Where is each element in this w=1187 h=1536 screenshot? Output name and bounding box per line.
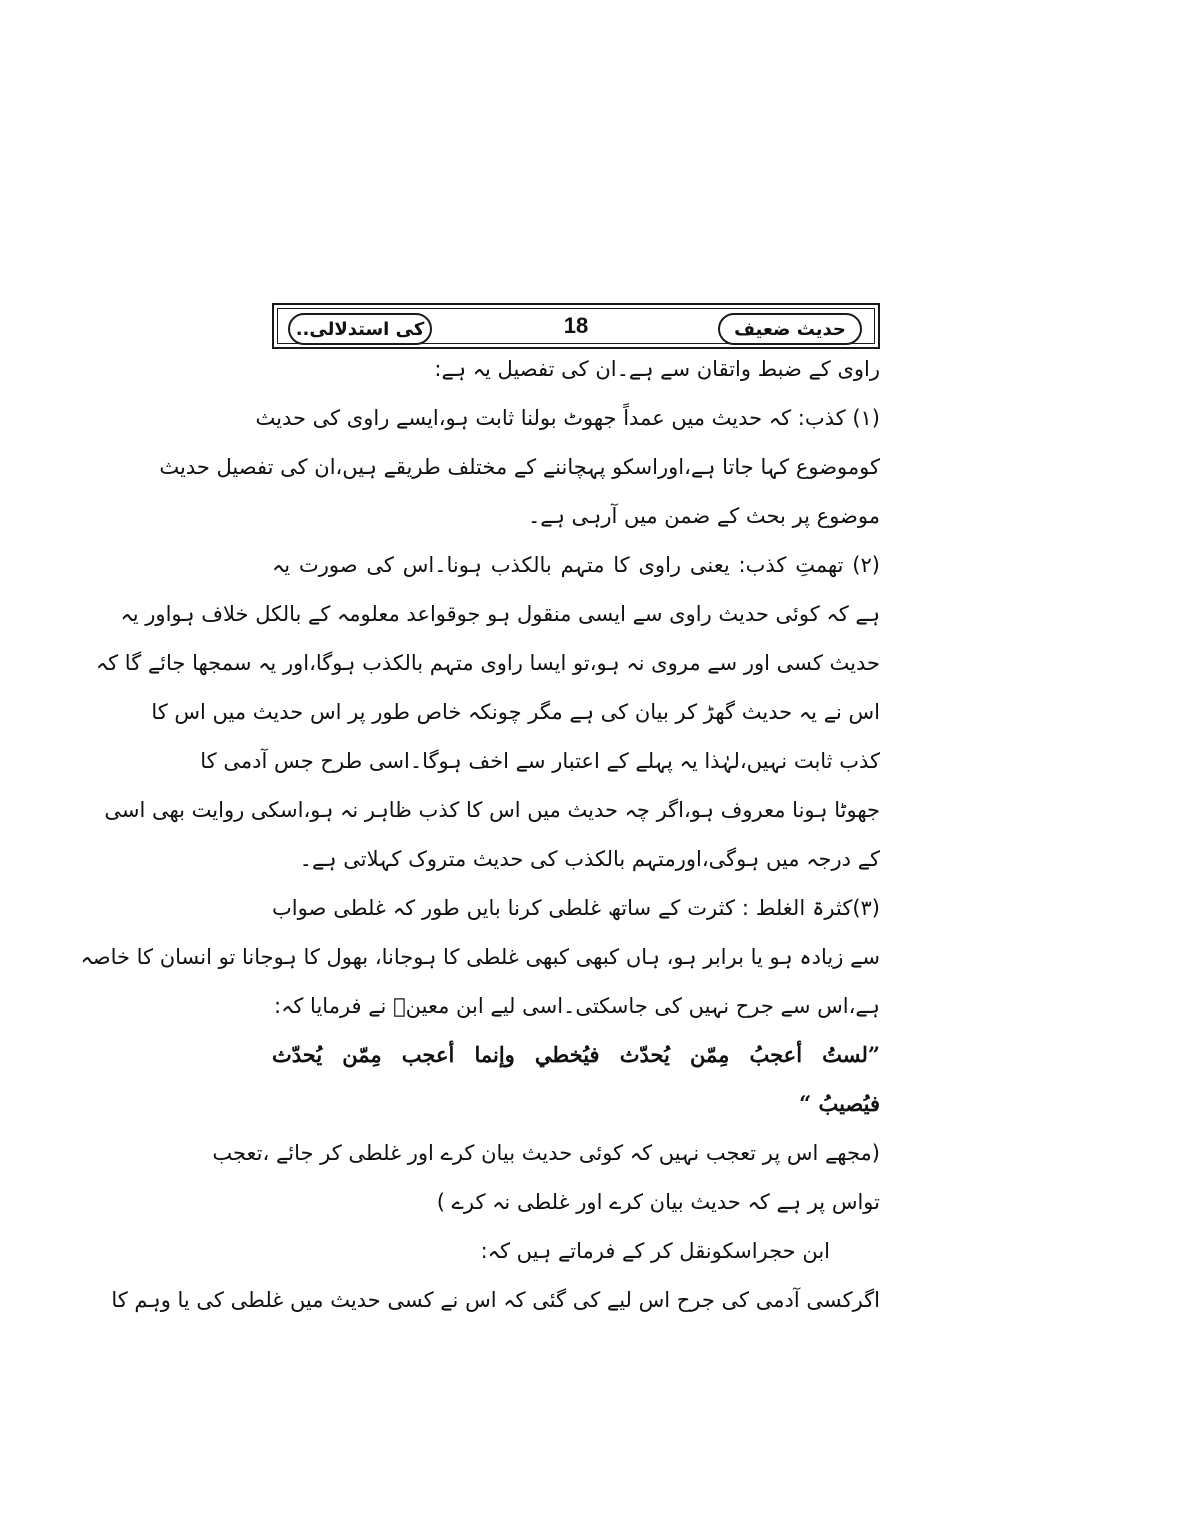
text-line: راوی کے ضبط واتقان سے ہے۔ان کی تفصیل یہ ہے: xyxy=(434,357,880,381)
text-line: سے زیادہ ہو یا برابر ہو، ہاں کبھی کبھی غلطی کا ہوجانا، بھول کا ہوجانا تو انسان کا خاصہ xyxy=(80,945,880,969)
text-line: کذب ثابت نہیں،لہٰذا یہ پہلے کے اعتبار سے اخف ہوگا۔اسی طرح جس آدمی کا xyxy=(200,749,880,773)
text-line: (۳)کثرۃ الغلط : کثرت کے ساتھ غلطی کرنا بایں طور کہ غلطی صواب xyxy=(272,896,880,920)
text-line: کوموضوع کہا جاتا ہے،اوراسکو پہچاننے کے مختلف طریقے ہیں،ان کی تفصیل حدیث xyxy=(159,455,880,479)
text-line: موضوع پر بحث کے ضمن میں آرہی ہے۔ xyxy=(527,504,880,528)
book-title-right: حدیث ضعیف xyxy=(718,313,862,345)
text-line: ہے کہ کوئی حدیث راوی سے ایسی منقول ہو جوقواعد معلومہ کے بالکل خلاف ہواور یہ xyxy=(120,602,880,626)
text-line: حدیث کسی اور سے مروی نہ ہو،تو ایسا راوی متہم بالکذب ہوگا،اور یہ سمجھا جائے گا کہ xyxy=(95,651,880,675)
text-line: اس نے یہ حدیث گھڑ کر بیان کی ہے مگر چونکہ خاص طور پر اس حدیث میں اس کا xyxy=(151,700,880,724)
page-number: 18 xyxy=(563,313,589,338)
text-line: (مجھے اس پر تعجب نہیں کہ کوئی حدیث بیان کرے اور غلطی کر جائے ،تعجب xyxy=(212,1141,880,1165)
arabic-quote-line: فیُصیبُ “ xyxy=(799,1091,880,1116)
text-line: تواس پر ہے کہ حدیث بیان کرے اور غلطی نہ کرے ) xyxy=(436,1190,880,1214)
text-line: ہے،اس سے جرح نہیں کی جاسکتی۔اسی لیے ابن معینؒ نے فرمایا کہ: xyxy=(274,994,880,1018)
text-line: ابن حجراسکونقل کر کے فرماتے ہیں کہ: xyxy=(480,1239,830,1263)
text-line: (۱) کذب: کہ حدیث میں عمداً جھوٹ بولنا ثابت ہو،ایسے راوی کی حدیث xyxy=(255,406,880,430)
text-line: جھوٹا ہونا معروف ہو،اگر چہ حدیث میں اس کا کذب ظاہر نہ ہو،اسکی روایت بھی اسی xyxy=(104,798,880,822)
page-header xyxy=(272,303,880,349)
text-line: کے درجہ میں ہوگی،اورمتہم بالکذب کی حدیث متروک کہلاتی ہے۔ xyxy=(299,847,880,871)
text-line: (۲) تھمتِ کذب: یعنی راوی کا متہم بالکذب ہونا۔اس کی صورت یہ xyxy=(272,553,880,577)
book-title-left: کی استدلالی.. xyxy=(288,313,432,345)
arabic-quote-line: ”لستُ أعجبُ مِمّن یُحدّث فیُخطي وإنما أعجب مِمّن یُحدّث xyxy=(272,1042,880,1067)
text-line: اگرکسی آدمی کی جرح اس لیے کی گئی کہ اس نے کسی حدیث میں غلطی کی یا وہم کا xyxy=(111,1288,880,1312)
